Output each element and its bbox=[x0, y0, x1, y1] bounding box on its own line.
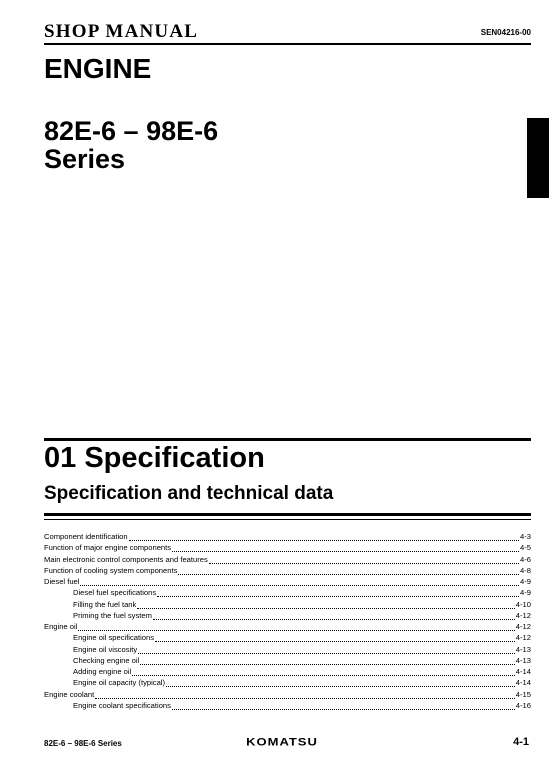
toc-leader-dots bbox=[157, 590, 519, 597]
section-subtitle: Specification and technical data bbox=[44, 483, 334, 504]
toc-entry-label: Function of cooling system components bbox=[44, 565, 178, 575]
toc-entry-page: 4-8 bbox=[520, 565, 531, 575]
section-tab-marker bbox=[527, 118, 549, 198]
toc-leader-dots bbox=[178, 568, 519, 575]
toc-divider-thin bbox=[44, 519, 531, 520]
toc-leader-dots bbox=[95, 692, 515, 699]
toc-entry-label: Engine oil bbox=[44, 622, 78, 631]
toc-entry-page: 4-5 bbox=[520, 543, 531, 553]
toc-entry[interactable] bbox=[44, 576, 531, 587]
toc-entry[interactable] bbox=[44, 700, 531, 711]
toc-entry-label: Checking engine oil bbox=[73, 655, 140, 665]
toc-leader-dots bbox=[80, 579, 519, 586]
toc-entry-page: 4-15 bbox=[515, 689, 531, 699]
toc-entry-page: 4-13 bbox=[515, 644, 531, 654]
toc-leader-dots bbox=[166, 680, 515, 687]
toc-leader-dots bbox=[138, 647, 515, 654]
toc-entry-page: 4-13 bbox=[515, 655, 531, 665]
toc-leader-dots bbox=[209, 557, 519, 564]
toc-entry[interactable] bbox=[44, 655, 531, 666]
toc-leader-dots bbox=[78, 624, 514, 631]
toc-entry-label: Engine coolant specifications bbox=[73, 700, 171, 710]
page-number: 4-1 bbox=[513, 736, 529, 748]
section-title: 01 Specification bbox=[44, 442, 265, 474]
toc-entry[interactable] bbox=[44, 677, 531, 688]
toc-leader-dots bbox=[137, 602, 514, 609]
toc-entry-page: 4-6 bbox=[520, 554, 531, 564]
toc-leader-dots bbox=[172, 545, 519, 552]
toc-entry[interactable] bbox=[44, 621, 531, 632]
toc-entry-label: Filling the fuel tank bbox=[73, 599, 137, 609]
document-code: SEN04216-00 bbox=[480, 28, 531, 37]
toc-entry-label: Engine oil capacity (typical) bbox=[73, 678, 166, 688]
toc-leader-dots bbox=[132, 669, 515, 676]
toc-entry-page: 4-12 bbox=[515, 633, 531, 643]
toc-entry[interactable] bbox=[44, 531, 531, 542]
manual-heading: SHOP MANUAL bbox=[44, 21, 199, 42]
toc-entry[interactable] bbox=[44, 542, 531, 553]
toc-entry-page: 4-14 bbox=[515, 678, 531, 688]
toc-entry-page: 4-9 bbox=[520, 588, 531, 598]
toc-leader-dots bbox=[140, 658, 515, 665]
toc-entry[interactable] bbox=[44, 565, 531, 576]
toc-entry-label: Engine coolant bbox=[44, 689, 95, 699]
toc-entry-label: Diesel fuel bbox=[44, 577, 80, 586]
toc-entry[interactable] bbox=[44, 599, 531, 610]
manual-title: ENGINE bbox=[44, 53, 152, 84]
toc-entry-page: 4-3 bbox=[520, 532, 531, 541]
toc-entry[interactable] bbox=[44, 610, 531, 621]
model-series-word: Series bbox=[44, 144, 126, 174]
toc-entry-label: Engine oil viscosity bbox=[73, 644, 138, 654]
model-series bbox=[44, 117, 218, 173]
toc-leader-dots bbox=[129, 534, 519, 541]
toc-entry[interactable] bbox=[44, 554, 531, 565]
toc-entry-label: Component identification bbox=[44, 532, 128, 541]
toc-entry-label: Engine oil specifications bbox=[73, 633, 155, 643]
toc-leader-dots bbox=[172, 703, 515, 710]
toc-entry-label: Main electronic control components and features bbox=[44, 554, 208, 564]
toc-entry[interactable] bbox=[44, 644, 531, 655]
toc-entry[interactable] bbox=[44, 587, 531, 598]
toc-entry-label: Priming the fuel system bbox=[73, 610, 152, 620]
toc-entry-label: Function of major engine components bbox=[44, 543, 172, 553]
footer-series: 82E-6 – 98E-6 Series bbox=[44, 739, 122, 748]
toc-entry[interactable] bbox=[44, 632, 531, 643]
komatsu-logo: KOMATSU bbox=[246, 735, 318, 748]
toc-leader-dots bbox=[153, 613, 515, 620]
toc-entry[interactable] bbox=[44, 666, 531, 677]
toc-entry-page: 4-16 bbox=[515, 700, 531, 710]
header-divider bbox=[44, 43, 531, 45]
toc-entry-page: 4-12 bbox=[515, 610, 531, 620]
toc-entry-page: 4-9 bbox=[520, 577, 531, 586]
model-range: 82E-6 – 98E-6 bbox=[44, 116, 219, 146]
toc-entry-page: 4-10 bbox=[515, 599, 531, 609]
table-of-contents bbox=[44, 531, 531, 711]
toc-entry-label: Diesel fuel specifications bbox=[73, 588, 157, 598]
toc-entry-page: 4-14 bbox=[515, 667, 531, 676]
toc-divider-thick bbox=[44, 513, 531, 516]
toc-entry[interactable] bbox=[44, 689, 531, 700]
toc-leader-dots bbox=[155, 635, 515, 642]
toc-entry-page: 4-12 bbox=[515, 622, 531, 631]
toc-entry-label: Adding engine oil bbox=[73, 667, 132, 676]
